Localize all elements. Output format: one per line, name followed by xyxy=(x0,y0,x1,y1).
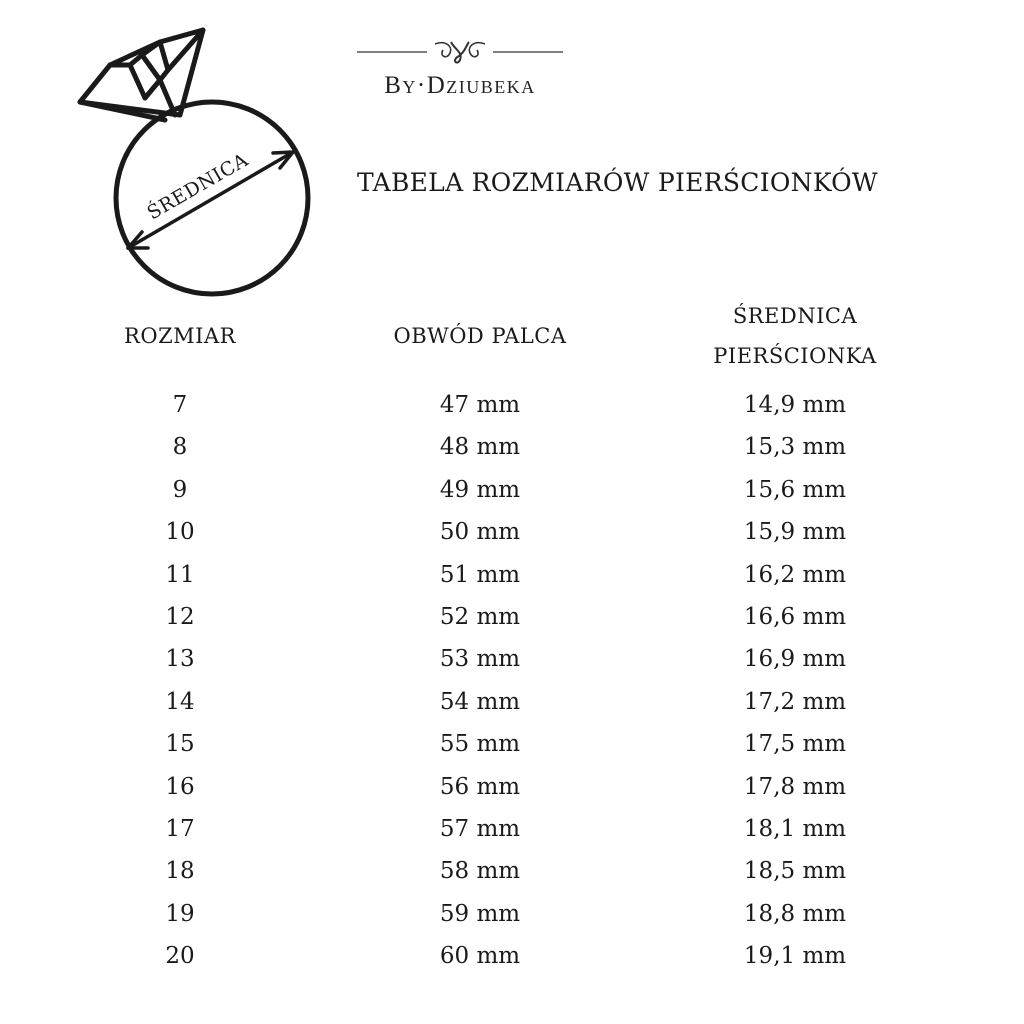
table-row xyxy=(0,426,1024,468)
cell-diameter: 18,8 mm xyxy=(743,900,847,927)
table-row xyxy=(0,384,1024,426)
cell-diameter: 18,1 mm xyxy=(743,815,847,842)
cell-size: 14 xyxy=(165,688,195,715)
cell-size: 7 xyxy=(172,392,188,418)
cell-circumference: 48 mm xyxy=(439,434,521,461)
cell-circumference: 50 mm xyxy=(439,519,521,546)
cell-diameter: 17,5 mm xyxy=(743,731,847,758)
table-row xyxy=(0,893,1024,935)
cell-size: 13 xyxy=(165,646,195,673)
table-row xyxy=(0,723,1024,765)
cell-diameter: 19,1 mm xyxy=(743,943,847,970)
cell-circumference: 56 mm xyxy=(439,773,521,800)
cell-size: 12 xyxy=(165,603,195,630)
cell-size: 10 xyxy=(165,519,195,546)
table-row xyxy=(0,850,1024,892)
cell-diameter: 15,3 mm xyxy=(743,434,847,461)
table-row xyxy=(0,554,1024,596)
cell-size: 8 xyxy=(172,434,188,461)
table-row xyxy=(0,469,1024,511)
table-row xyxy=(0,596,1024,638)
cell-size: 17 xyxy=(165,815,195,842)
table-row xyxy=(0,808,1024,850)
cell-size: 9 xyxy=(172,476,188,503)
cell-circumference: 52 mm xyxy=(439,603,521,630)
cell-circumference: 51 mm xyxy=(439,561,521,588)
cell-diameter: 16,9 mm xyxy=(743,646,847,673)
cell-size: 15 xyxy=(165,731,195,758)
table-row xyxy=(0,935,1024,977)
cell-diameter: 15,6 mm xyxy=(743,476,847,503)
table-row xyxy=(0,766,1024,808)
table-row xyxy=(0,681,1024,723)
cell-diameter: 14,9 mm xyxy=(743,392,847,418)
header-diameter xyxy=(660,296,930,376)
cell-size: 16 xyxy=(165,773,195,800)
cell-size: 19 xyxy=(165,900,195,927)
brand-name: By·Dziubeka xyxy=(384,72,536,99)
cell-circumference: 57 mm xyxy=(439,815,521,842)
page-title: TABELA ROZMIARÓW PIERŚCIONKÓW xyxy=(357,168,878,197)
brand-logo xyxy=(355,36,565,106)
diamond-icon xyxy=(80,30,203,120)
cell-diameter: 18,5 mm xyxy=(743,858,847,885)
cell-circumference: 47 mm xyxy=(439,392,521,418)
cell-diameter: 16,2 mm xyxy=(743,561,847,588)
header-diameter-line2: PIERŚCIONKA xyxy=(713,344,877,368)
cell-circumference: 58 mm xyxy=(439,858,521,885)
diameter-label: ŚREDNICA xyxy=(143,148,253,225)
size-table xyxy=(0,384,1024,977)
cell-circumference: 59 mm xyxy=(439,900,521,927)
cell-diameter: 17,2 mm xyxy=(743,688,847,715)
cell-size: 11 xyxy=(165,561,195,588)
header-size: ROZMIAR xyxy=(124,324,236,348)
header-diameter-line1: ŚREDNICA xyxy=(732,304,858,328)
brand-ornament-icon xyxy=(355,36,565,70)
ring-diameter-illustration xyxy=(70,20,330,310)
cell-circumference: 55 mm xyxy=(439,731,521,758)
cell-diameter: 15,9 mm xyxy=(743,519,847,546)
cell-circumference: 54 mm xyxy=(439,688,521,715)
cell-size: 18 xyxy=(165,858,195,885)
cell-circumference: 60 mm xyxy=(439,943,521,970)
cell-size: 20 xyxy=(165,943,195,970)
table-row xyxy=(0,511,1024,553)
cell-diameter: 16,6 mm xyxy=(743,603,847,630)
table-row xyxy=(0,638,1024,680)
header-circumference: OBWÓD PALCA xyxy=(393,324,567,348)
cell-circumference: 49 mm xyxy=(439,476,521,503)
cell-circumference: 53 mm xyxy=(439,646,521,673)
cell-diameter: 17,8 mm xyxy=(743,773,847,800)
